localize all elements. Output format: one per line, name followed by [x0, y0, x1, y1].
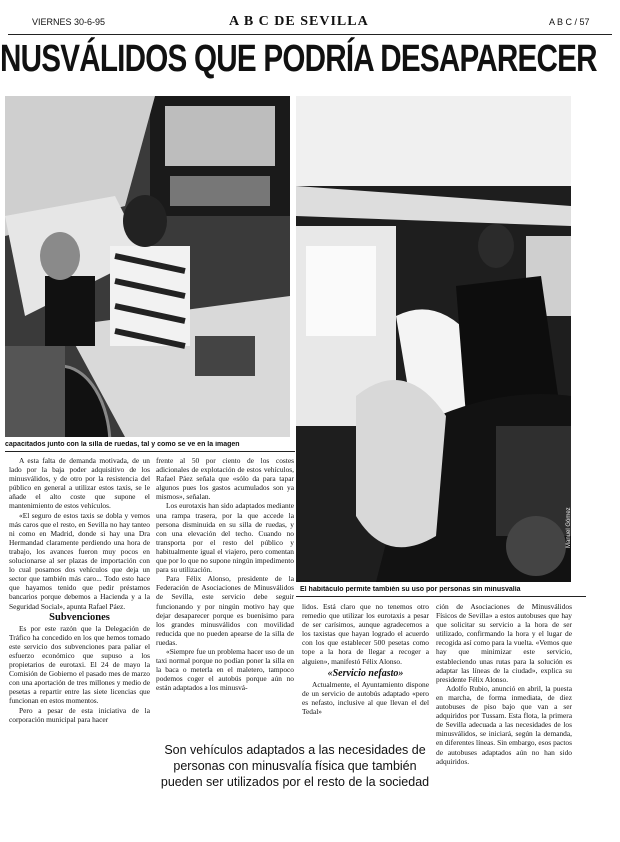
issue-date: VIERNES 30-6-95: [32, 17, 106, 27]
headline: NUSVÁLIDOS QUE PODRÍA DESAPARECER: [0, 38, 597, 80]
paragraph: Es por este razón que la Delegación de Tráfico ha concedido en los que hemos tomado este servicio dos subvenciones para paliar el esfuerzo económico que supuso a los propietarios de eurotaxi. El 24 de mayo la Comisión de Gobierno el pasado mes de marzo con una aportación de tres millones y medio de pesetas a repartir entre las siete licencias que funcionan en estos momentos.: [9, 623, 150, 706]
paragraph: Actualmente, el Ayuntamiento dispone de un servicio de autobús adaptado «pero es nefasto, inclusive al que llevan el del Tedal»: [302, 679, 429, 717]
text-column-2: [156, 456, 294, 738]
text-column-4: [436, 602, 572, 802]
paragraph: Adolfo Rubio, anunció en abril, la puesta en marcha, de forma inmediata, de diez autobuses de piso bajo que van a ser adquiridos por Tussam. Esta flota, la primera de Sevilla adecuada a las necesidades de los minusválidos, se iniciará, según la demanda, en diferentes líneas. Sin embargo, esos pactos de autobuses adaptados aún no han sido adquiridos.: [436, 683, 572, 766]
left-photo-caption: capacitados junto con la silla de ruedas, tal y como se ve en la imagen: [5, 441, 240, 448]
left-photo: [5, 96, 290, 437]
header-rule: [8, 34, 612, 35]
paragraph: frente al 50 por ciento de los costes adicionales de explotación de estos vehículos, Rafael Páez señala que «sólo da para tapar algunos pues los gastos acumulados son ya mismos», señalan.: [156, 456, 294, 502]
caption-rule-right: [296, 596, 586, 597]
paragraph: «Siempre fue un problema hacer uso de un taxi normal porque no podían poner la silla en la baca o meterla en el maletero, tampoco podemos coger el autobús porque aún no están adaptados a los minusvá-: [156, 646, 294, 693]
paragraph: Para Félix Alonso, presidente de la Federación de Asociaciones de Minusválidos de Sevilla, este servicio debe seguir funcionando y por ningún motivo hay que dejar desaparecer porque es buenísimo para los grandes minusválidos con movilidad reducida que no pueden apearse de la silla de ruedas.: [156, 574, 294, 647]
text-column-1: [9, 456, 150, 800]
pull-quote: Son vehículos adaptados a las necesidades de personas con minusvalía física que también pueden ser utilizados por el resto de la sociedad: [160, 743, 430, 789]
subheading: «Servicio nefasto»: [327, 667, 404, 679]
section-title: A B C DE SEVILLA: [229, 14, 369, 29]
paragraph: Pero a pesar de esta iniciativa de la corporación municipal para hacer: [9, 705, 150, 724]
page-number: A B C / 57: [549, 17, 590, 27]
text-column-3: [302, 602, 429, 738]
subheading: Subvenciones: [49, 611, 110, 623]
paragraph: ción de Asociaciones de Minusválidos Físicos de Sevilla» a estos autobuses que hay que solicitar su servicio a la hora de ser utilizado, confirmando la hora y el lugar de recogida así como para la vuelta. «Vemos que hay que minimizar este servicio, estableciendo unas rutas para la solución es adaptar las líneas de la ciudad», explica su presidente Félix Alonso.: [436, 602, 572, 684]
paragraph: «El seguro de estos taxis se dobla y vemos más caros que el resto, en Sevilla no hay tanteo ni como en Madrid, donde si hay una Dra Hermandad claramente perdiendo una hora de trabajo, los avances fueron muy pocos en solucionarse al ser plazas de importación con lo cual posamos dos vehículos que deja un sector que también más caro... Todo esto hace que hayamos tenido que pedir préstamos bancarios porque debemos a Hacienda y a la Seguridad Social», apunta Rafael Páez.: [9, 510, 150, 611]
right-photo-graphic: [296, 96, 571, 582]
paragraph: Los eurotaxis han sido adaptados mediante una rampa trasera, por la que accede la persona disminuida en su silla de ruedas, y con una elevación del techo. Cuando no transporta por el resto del público y habitualmente igual el viajero, pero comentan que por lo que no supone ningún impedimento para su utilización.: [156, 501, 294, 575]
caption-rule-left: [5, 451, 295, 452]
left-photo-graphic: [5, 96, 290, 437]
right-photo-caption: El habitáculo permite también su uso por personas sin minusvalía: [300, 586, 521, 593]
paragraph: A esta falta de demanda motivada, de un lado por la baja poder adquisitivo de los minusválidos, y de otro por la resistencia del público en general a utilizar estos taxis, se le añade el alto coste que supone el mantenimiento de estos vehículos.: [9, 456, 150, 511]
paragraph: lidos. Está claro que no tenemos otro remedio que utilizar los eurotaxis a pesar de ser carísimos, aunque agradecemos a los taxistas que hayan logrado el acuerdo con los que establecer 500 pesetas como tope a la hora de llegar a recoger a alguien», manifestó Félix Alonso.: [302, 602, 429, 666]
right-photo: [296, 96, 571, 582]
photo-credit: Manuel Gómez: [566, 507, 572, 548]
